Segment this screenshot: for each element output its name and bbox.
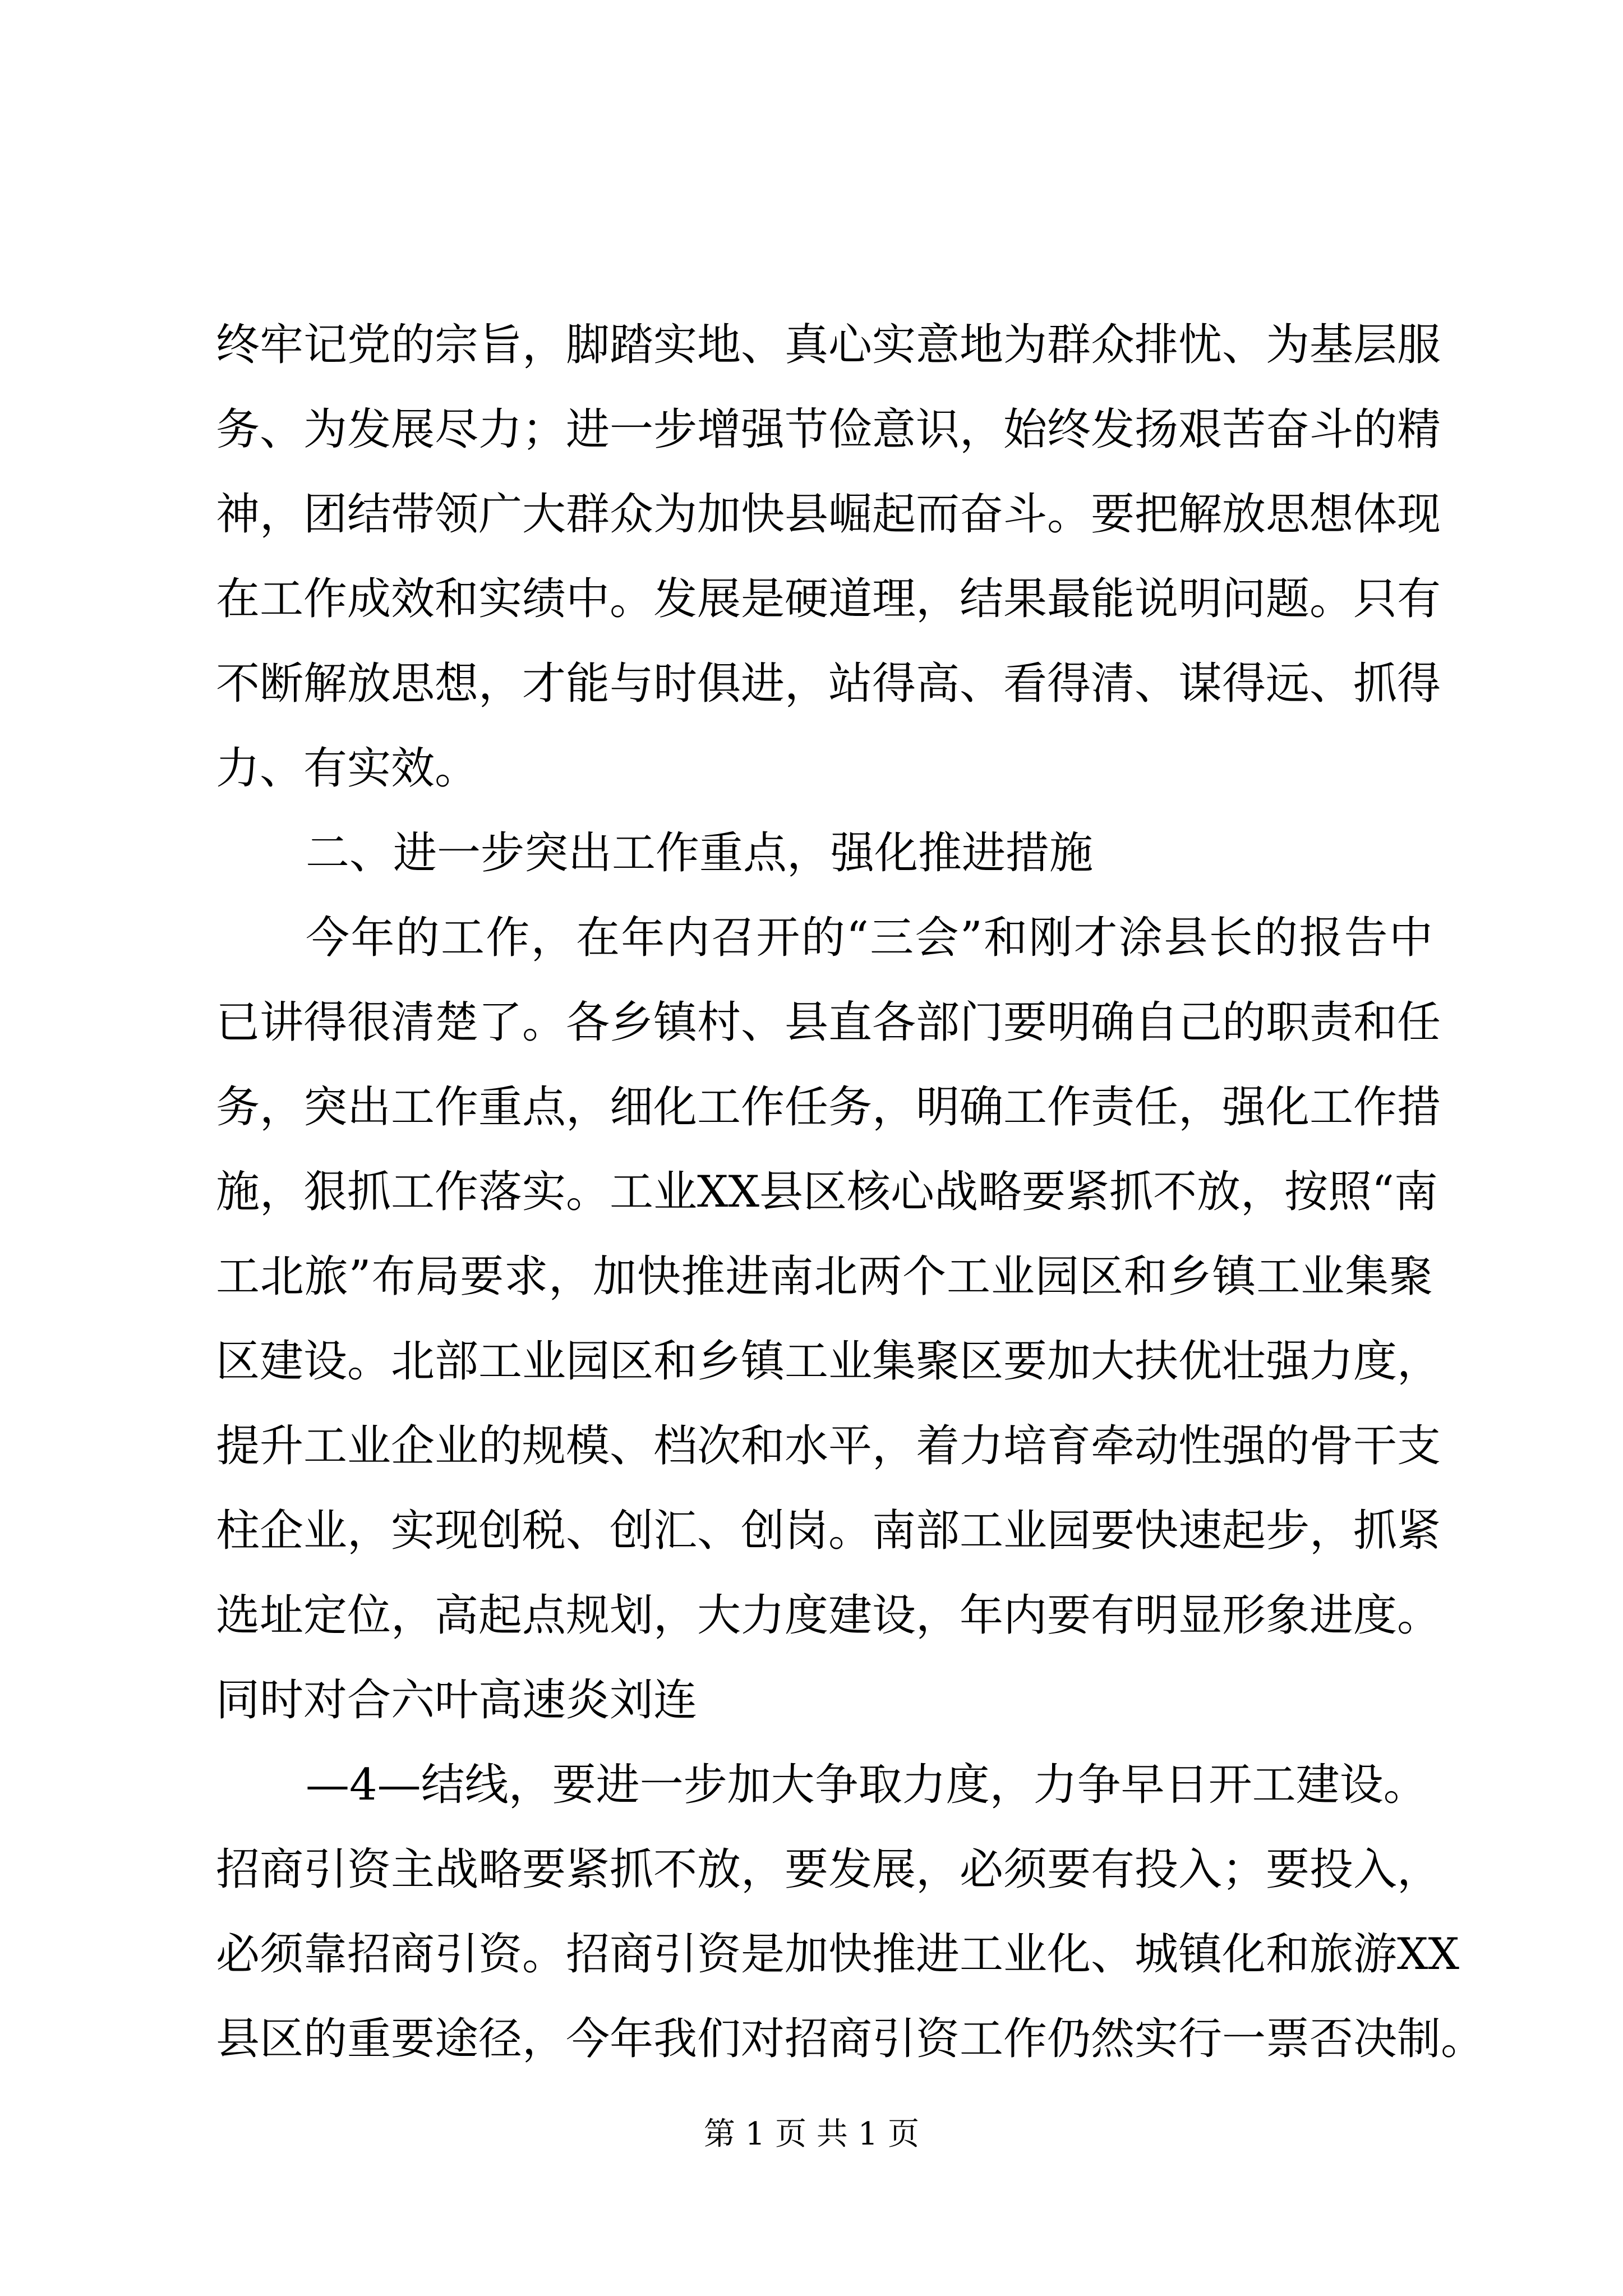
text-line: 县区的重要途径，今年我们对招商引资工作仍然实行一票否决制。 (216, 2014, 1485, 2064)
text-line: 同时对合六叶高速炎刘连 (216, 1675, 698, 1726)
text-line: 今年的工作，在年内召开的“三会”和刚才涂县长的报告中 (306, 913, 1433, 963)
text-line: 区建设。北部工业园区和乡镇工业集聚区要加大扶优壮强力度， (216, 1336, 1441, 1387)
text-line: 在工作成效和实绩中。发展是硬道理，结果最能说明问题。只有 (216, 574, 1441, 624)
text-line: 务，突出工作重点，细化工作任务，明确工作责任，强化工作措 (216, 1082, 1441, 1133)
text-line: 力、有实效。 (216, 743, 479, 794)
document-body (216, 303, 1485, 2082)
page-footer: 第 1 页 共 1 页 (703, 2116, 920, 2152)
text-line: 不断解放思想，才能与时俱进，站得高、看得清、谋得远、抓得 (216, 659, 1441, 709)
text-line: 终牢记党的宗旨，脚踏实地、真心实意地为群众排忧、为基层服 (216, 320, 1441, 370)
section-heading: 二、进一步突出工作重点，强化推进措施 (306, 828, 1094, 878)
text-line: 务、为发展尽力；进一步增强节俭意识，始终发扬艰苦奋斗的精 (216, 404, 1441, 455)
text-line: 柱企业，实现创税、创汇、创岗。南部工业园要快速起步，抓紧 (216, 1506, 1441, 1556)
text-line: 必须靠招商引资。招商引资是加快推进工业化、城镇化和旅游XX (216, 1929, 1460, 1980)
text-line: 已讲得很清楚了。各乡镇村、县直各部门要明确自己的职责和任 (216, 997, 1441, 1048)
text-line: 提升工业企业的规模、档次和水平，着力培育牵动性强的骨干支 (216, 1421, 1441, 1471)
text-line: —4—结线，要进一步加大争取力度，力争早日开工建设。 (306, 1760, 1427, 1810)
text-line: 施，狠抓工作落实。工业XX县区核心战略要紧抓不放，按照“南 (216, 1167, 1438, 1217)
text-line: 招商引资主战略要紧抓不放，要发展，必须要有投入；要投入， (216, 1844, 1441, 1895)
text-line: 神，团结带领广大群众为加快县崛起而奋斗。要把解放思想体现 (216, 489, 1441, 540)
text-line: 选址定位，高起点规划，大力度建设，年内要有明显形象进度。 (216, 1590, 1441, 1641)
text-line: 工北旅”布局要求，加快推进南北两个工业园区和乡镇工业集聚 (216, 1251, 1433, 1302)
